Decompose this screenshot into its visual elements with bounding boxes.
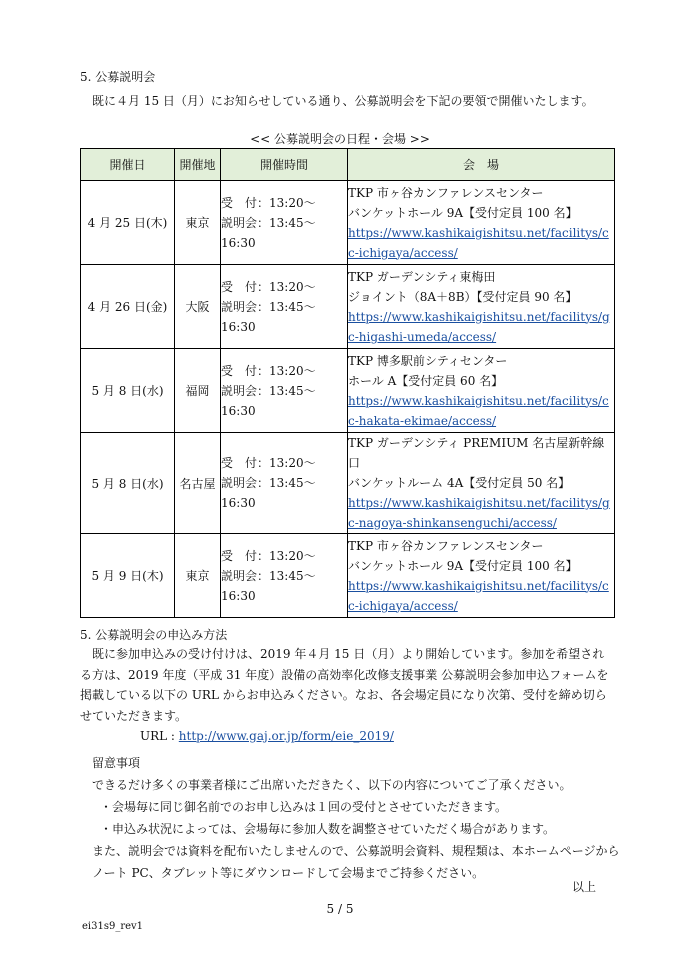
table-row <box>81 349 615 433</box>
application-paragraph <box>80 644 612 726</box>
venue-room: ジョイント（8A＋8B）【受付定員 90 名】 <box>348 289 578 304</box>
time-cell <box>221 433 348 534</box>
briefing-time: 説明会：13:45～16:30 <box>221 568 316 603</box>
venue-room: ホール A【受付定員 60 名】 <box>348 373 504 388</box>
venue-cell <box>348 265 615 349</box>
reception-time: 受 付：13:20～ <box>221 548 316 563</box>
venue-name: TKP 市ヶ谷カンファレンスセンター <box>348 185 544 200</box>
venue-link[interactable]: https://www.kashikaigishitsu.net/facilitys/cc-ichigaya/access/ <box>348 225 609 260</box>
date-cell: 5 月 8 日(水) <box>81 349 175 433</box>
venue-link[interactable]: https://www.kashikaigishitsu.net/facilitys/cc-ichigaya/access/ <box>348 578 609 613</box>
briefing-time: 説明会：13:45～16:30 <box>221 476 316 510</box>
column-header-venue: 会 場 <box>348 149 615 181</box>
application-text: 既に参加申込みの受け付けは、2019 年４月 15 日（月）より開始しています。参加を希望される方は、2019 年度（平成 31 年度）設備の高効率化改修支援事業 公募説明会参加申込フォームを掲載している以下の URL からお申込みください。なお、各会場定員になり次第、受付を締め切らせていただきます。 <box>80 647 609 723</box>
venue-room: バンケットホール 9A【受付定員 100 名】 <box>348 205 578 220</box>
venue-room: バンケットホール 9A【受付定員 100 名】 <box>348 558 578 573</box>
briefing-time: 説明会：13:45～16:30 <box>221 299 316 334</box>
closing-line-1: また、説明会では資料を配布いたしませんので、公募説明会資料、規程類は、本ホームページから <box>92 844 620 858</box>
venue-link[interactable]: https://www.kashikaigishitsu.net/facilitys/cc-hakata-ekimae/access/ <box>348 393 609 428</box>
column-header-date: 開催日 <box>81 149 175 181</box>
reception-time: 受 付：13:20～ <box>221 456 316 470</box>
notes-heading: 留意事項 <box>92 756 141 770</box>
venue-room: バンケットルーム 4A【受付定員 50 名】 <box>348 476 571 490</box>
venue-cell <box>348 181 615 265</box>
section-heading-application: 5. 公募説明会の申込み方法 <box>80 628 228 642</box>
column-header-time: 開催時間 <box>221 149 348 181</box>
closing-line-2: ノート PC、タブレット等にダウンロードして会場までご持参ください。 <box>92 866 485 880</box>
time-cell <box>221 265 348 349</box>
schedule-table-caption: << 公募説明会の日程・会場 >> <box>250 132 430 146</box>
place-cell: 東京 <box>175 534 221 618</box>
venue-name: TKP 市ヶ谷カンファレンスセンター <box>348 538 544 553</box>
table-row <box>81 265 615 349</box>
reception-time: 受 付：13:20～ <box>221 279 316 294</box>
briefing-time: 説明会：13:45～16:30 <box>221 215 316 250</box>
place-cell: 福岡 <box>175 349 221 433</box>
venue-link[interactable]: https://www.kashikaigishitsu.net/facilitys/gc-higashi-umeda/access/ <box>348 309 610 344</box>
date-cell: 5 月 8 日(水) <box>81 433 175 534</box>
venue-link[interactable]: https://www.kashikaigishitsu.net/facilitys/gc-nagoya-shinkansenguchi/access/ <box>348 496 610 530</box>
form-url-link[interactable]: http://www.gaj.or.jp/form/eie_2019/ <box>178 729 394 743</box>
time-cell <box>221 349 348 433</box>
table-row <box>81 433 615 534</box>
form-url-line <box>140 729 394 743</box>
url-label: URL : <box>140 729 179 743</box>
table-header-row <box>81 149 615 181</box>
note-bullet-2: ・申込み状況によっては、会場毎に参加人数を調整させていただく場合があります。 <box>100 822 556 836</box>
reception-time: 受 付：13:20～ <box>221 363 316 378</box>
venue-name: TKP ガーデンシティ PREMIUM 名古屋新幹線口 <box>348 436 605 470</box>
time-cell <box>221 181 348 265</box>
place-cell: 大阪 <box>175 265 221 349</box>
venue-cell <box>348 349 615 433</box>
document-id: ei31s9_rev1 <box>82 921 144 932</box>
reception-time: 受 付：13:20～ <box>221 195 316 210</box>
table-row <box>81 534 615 618</box>
page-number: 5 / 5 <box>326 902 354 916</box>
column-header-place: 開催地 <box>175 149 221 181</box>
place-cell: 東京 <box>175 181 221 265</box>
venue-cell <box>348 534 615 618</box>
notes-intro: できるだけ多くの事業者様にご出席いただきたく、以下の内容についてご了承ください。 <box>92 778 572 792</box>
briefing-intro-text: 既に４月 15 日（月）にお知らせしている通り、公募説明会を下記の要領で開催いたします。 <box>92 94 594 108</box>
venue-name: TKP 博多駅前シティセンター <box>348 353 508 368</box>
section-heading-briefing: 5. 公募説明会 <box>80 70 156 84</box>
schedule-table <box>80 148 615 618</box>
end-mark: 以上 <box>572 880 597 894</box>
venue-cell <box>348 433 615 534</box>
table-row <box>81 181 615 265</box>
date-cell: 5 月 9 日(木) <box>81 534 175 618</box>
time-cell <box>221 534 348 618</box>
note-bullet-1: ・会場毎に同じ御名前でのお申し込みは１回の受付とさせていただきます。 <box>100 800 508 814</box>
venue-name: TKP ガーデンシティ東梅田 <box>348 269 496 284</box>
date-cell: 4 月 26 日(金) <box>81 265 175 349</box>
briefing-time: 説明会：13:45～16:30 <box>221 383 316 418</box>
place-cell: 名古屋 <box>175 433 221 534</box>
date-cell: 4 月 25 日(木) <box>81 181 175 265</box>
